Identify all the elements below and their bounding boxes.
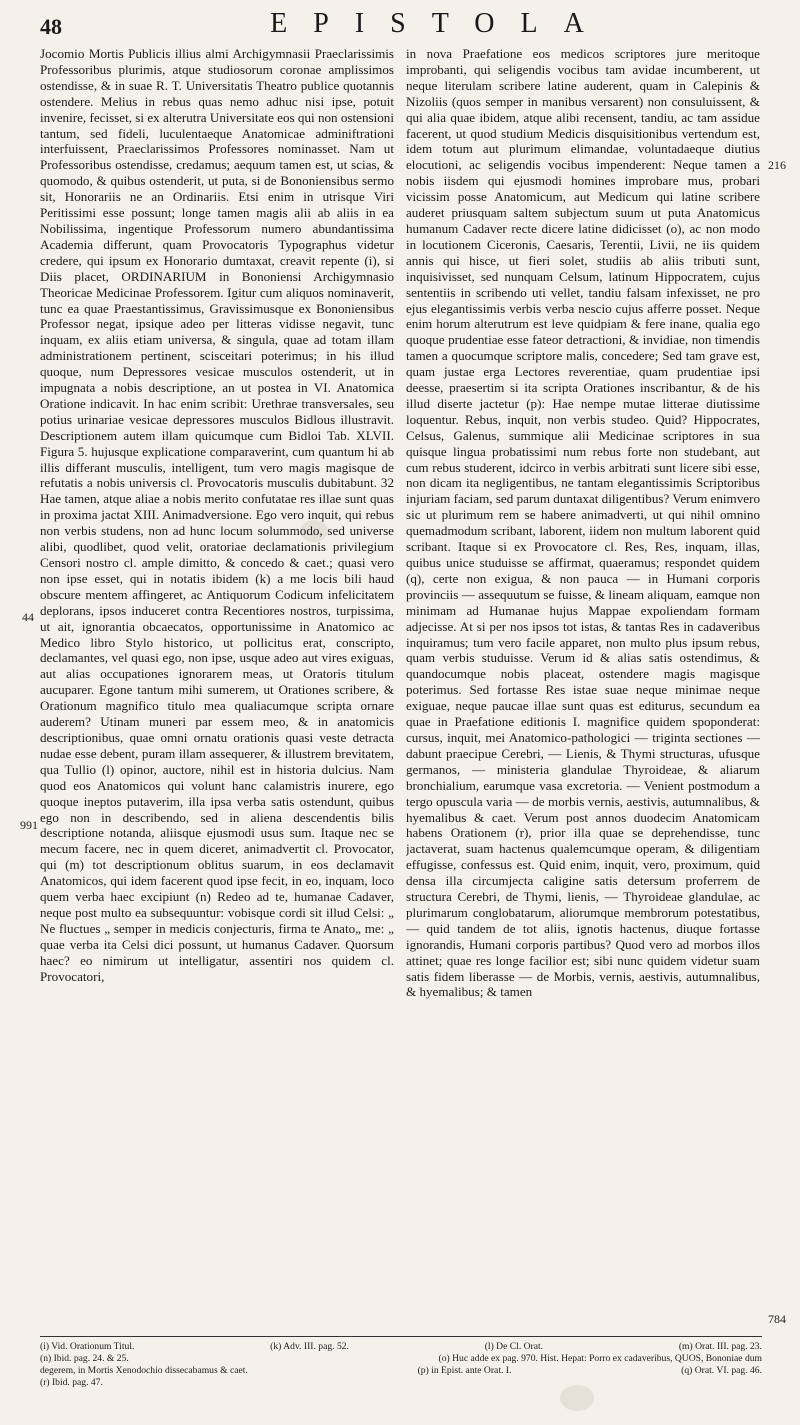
right-column [406, 46, 760, 1329]
left-column-text: Jocomio Mortis Publicis illius almi Archigymnasii Praeclarissimis Professoribus plurimis, atque studiosorum coronae amplissimos ostendisse, & in suae R. T. Universitatis Theatro publice quotannis ostendere. Melius in rebus quas nemo adhuc nisi ipse, potuit invenire, fecisset, si ex alterutra Universitate eos qui non ostensioni tantum, sed fideli, luculentaeque Anatomicae adminiftrationi interfuissent, Praeclarissimos Professores nominasset. Nam ut Professoribus ostendisse, credamus; aequum tamen est, ut scias, & quomodo, & quibus ostenderit, ut puta, si de Bononiensibus sermo sit, Honorariis ne an Ordinariis. Etsi enim in utrisque Viri Peritissimi esse possunt; longe tamen magis alii ab aliis in ea Nobilissima, ingentique Professorum numero abundantissima Academia differunt, quam Provocatoris Typographus videtur credere, qui ipsum ex Honorario dumtaxat, creavit repente (i), si Diis placet, ORDINARIUM in Bononiensi Archigymnasio Theoricae Medicinae Professorem. Igitur cum aliquos nominaverit, tunc ea quae Praestantissimus, Gravissimusque ex Bononiensibus Professor negat, ipsique adeo per litteras vidisse negavit, tunc inquam, ex aliis etiam universa, & singula, quae ad totam illam administrationem pertinent, scisceitari poterimus; in his illud quoque, num Depressores vesicae musculos ostenderit, ut in impugnata a nobis descriptione, an ut postea in VI. Anatomica Oratione indicavit. In hac enim scribit: Urethrae transversales, seu potius urinariae vesicae depressores musculos Bidlous illustravit. Descriptionem autem illam quicumque cum Bidloi Tab. XLVII. Figura 5. hujusque explicatione comparaverint, cum quantum hi ab illis differant musculis, intelligent, tum vero magis magisque de refutatis a nobis universis cl. Provocatoris musculis dubitabunt. 32 Hae tamen, atque aliae a nobis merito confutatae res illae sunt quas in proxima jactat XIII. Animadversione. Ego vero inquit, qui rebus non verbis studens, non ad hunc locum solummodo, sed universe alibi, quodlibet, quod velit, oratoriae declamationis privilegium Censori nostro cl. ample dimitto, & concedo & caet.; quasi vero non ipse esset, qui in notatis ibidem (k) a me locis bili haud obscure mentem affingeret, ac Antiquorum Codicum infelicitatem deplorans, ipsos induceret contra Recentiores nostros, turpissima, ut ait, ignorantia obcaecatos, opportunissime in Anatomico ac Medico libro Stylo historico, ut pollicitus erat, conscripto, declamantes, vel quasi ego, non ipse, usque adeo aut vires exiguas, aut alias occupationes ignorarem meas, ut Oratoris titulum aucuparer. Egone tantum mihi sumerem, ut Orationes scribere, & Orationum magnifico titulo mea qualiacumque scripta ornare auderem? Utinam muneri par essem meo, & in anatomicis descriptionibus, quae omni ornatu orationis quasi veste detracta nudae esse debent, puram illam assequerer, & illustrem brevitatem, qua Tullio (l) opinor, auctore, nihil est in historia dulcius. Nam quod eos Anatomicos qui volunt hanc calamistris inurere, ego quoque ineptos putaverim, illa ipsa verba satis ostendunt, quibus ego non in describendo, sed in aliena descendentis bilis descriptione notanda, aliisque ejusmodi usus sum. Itaque nec se mecum facere, nec in quem diceret, animadvertit cl. Provocator, qui (m) tot descriptionum oblitus suarum, in eos declamavit Anatomicos, qui idem facerent quod ipse fecit, in eo, inquam, loco quem verba haec excipiunt (n) Redeo ad te, humanae Cadaver, neque post multo ea subsequuntur: vobisque cordi sit illud Celsi: „ Ne fluctues „ semper in medicis conjecturis, firma te Anato„ me: „ quae verba ita Celsi dici possunt, ut humanus Cadaver. Quorsum haec? eo nimirum ut intelligatur, assentiri nos quidem cl. Provocatori, [40, 46, 394, 984]
footnote-row [40, 1365, 762, 1377]
page-header [40, 8, 770, 42]
footnote-row [40, 1377, 762, 1389]
footnote: (o) Huc adde ex pag. 970. Hist. Hepat: Porro ex cadaveribus, QUOS, Bononiae dum [438, 1353, 762, 1364]
footnote-row [40, 1353, 762, 1365]
footnote-divider [40, 1336, 762, 1337]
footnote: (q) Orat. VI. pag. 46. [681, 1365, 762, 1376]
margin-number: 784 [768, 1312, 786, 1326]
footnote: degerem, in Mortis Xenodochio dissecabamus & caet. [40, 1365, 248, 1376]
footnote: (n) Ibid. pag. 24. & 25. [40, 1353, 129, 1364]
footnote: (k) Adv. III. pag. 52. [270, 1341, 349, 1352]
footnote: (r) Ibid. pag. 47. [40, 1377, 103, 1388]
footnote-row [40, 1341, 762, 1353]
footnote: (l) De Cl. Orat. [484, 1341, 544, 1352]
footnote: (m) Orat. III. pag. 23. [678, 1341, 762, 1352]
footnote: (p) in Epist. ante Orat. I. [417, 1365, 512, 1376]
page-number: 48 [40, 14, 62, 39]
running-title: EPISTOLA [270, 8, 610, 39]
margin-number: 216 [768, 158, 786, 172]
margin-number: 44 [22, 610, 34, 624]
right-column-text: in nova Praefatione eos medicos scriptores jure meritoque improbanti, qui seligendis vocibus tam avidae incumberent, ut neque literulam scribere latine auderent, quam in Calepinis & Nizoliis (quos semper in manibus versarent) non consuluissent, & qui alia quae ibidem, atque alibi recensent, tandiu, ac tam assidue facerent, ut quod studium Medicis disquisitionibus vertendum est, idem totum aut plurimum elimandae, voluntadaeque diutius elocutioni, ac seligendis vocibus impenderent: Neque tamen a nobis iisdem qui ejusmodi homines improbare mus, probari vicissim posse Anatomicum, aut Medicum qui latine scribere auderet priusquam saltem subjectum suum ut puta Anatomicus humanum Cadaver recte dicere latine didicisset (o), ac non modo in locutionem Ciceronis, Caesaris, Terentii, Livii, ne iis quidem annis qui hisce, ut fieri solet, studiis ab aliis tributi sunt, inquisivisset, sed nunquam Celsum, latinum Hippocratem, cujus sententiis in scribendo uti vellet, tandiu falsam infexisset, ne pro ejus elegantissimis verbis verba nescio cujus afferre posset. Neque enim horum alterutrum est leve quidpiam & fere inane, qualia ego quoque prudentiae esse fateor detractioni, & invidiae, non timendis tamen a quocumque scriptore malis, concedere; Sed tam grave est, quam justae erga Lectores reverentiae, quam prudentiae ipsi deesse, praesertim si ita scripta Orationes inscribantur, & de his illud diserte jactetur (p): Hae nempe mutae litterae diutissime loquentur. Rebus, inquit, non verbis studeo. Quid? Hippocrates, Celsus, Galenus, summique alii Medicinae scriptores in sua quisque lingua probatissimi num rebus forte non studebant, aut cum rebus studerent, idcirco in verbis arbitrati sunt licere sibi esse, non dicam ita negligentibus, ne tantam elegantissimis Scriptoribus injuriam faciam, sed parum duntaxat diligentibus? Verum enimvero sic ut plurimum rem se habere animadverti, ut qui nihil omnino quemadmodum scribant, laborent, iidem non multum laborent quid scribant. Itaque si ex Provocatore cl. Res, Res, inquam, illas, quibus unice studuisse se affirmat, quaeramus; respondet quidem (q), certe non exigua, & non pauca — in Humani corporis provinciis — assequutum se fuisse, & lineam aliquam, eamque non minimam ad Humanae hujus Mappae expoliendam formam adjecisse. At si per nos ipsos tot istas, & tantas Res in cadaveribus inquiramus; tum vero facile apparet, non multo plus ipsum rebus, quam verbis studuisse. Verum id & alias satis ostendimus, & quandocumque nobis placeat, ostendere magis magisque poterimus. Sed fortasse Res istae suae neque minimae neque exiguae, neque paucae illae sunt quas est editurus, secundum ea quae in Praefatione editionis I. magnifice quidem spoponderat: cursus, inquit, mei Anatomico-pathologici — triginta sectiones — dabunt praecipue Cerebri, — Lienis, & Thymi structuras, ufusque germanos, — ministeria glandulae Thyroideae, & aliarum bronchialium, earumque vasa excretoria. — Venient postmodum a tergo opuscula varia — de morbis vernis, aestivis, autumnalibus, & hyemalibus & caet. Verum post annos duodecim Anatomicam habens Orationem (r), prior illa quae se deprehendisse, tunc jactaverat, suam hactenus qualemcumque operam, & diligentiam effugisse, confessus est. Quid enim, inquit, vero, proximum, quid densa illa circumjecta caligine satis detersum proferrem de structura Cerebri, de Thymi, lienis, — Thyroideae glandulae, ac plurimarum conglobatarum, aliorumque membrorum potestatibus, — quid tandem de tot aliis, ignotis hactenus, diuque fortasse ignorandis, Humani corporis partibus? Quod vero ad morbos illos attinet; quae res longe facilior est; sibi nunc quidem videtur suam satis fidem liberasse — de Morbis, vernis, aestivis, autumnalibus, & hyemalibus; & tamen [406, 46, 760, 1000]
left-column [40, 46, 394, 1329]
footnotes [40, 1341, 762, 1393]
margin-number: 991 [20, 818, 38, 832]
footnote: (i) Vid. Orationum Titul. [40, 1341, 135, 1352]
